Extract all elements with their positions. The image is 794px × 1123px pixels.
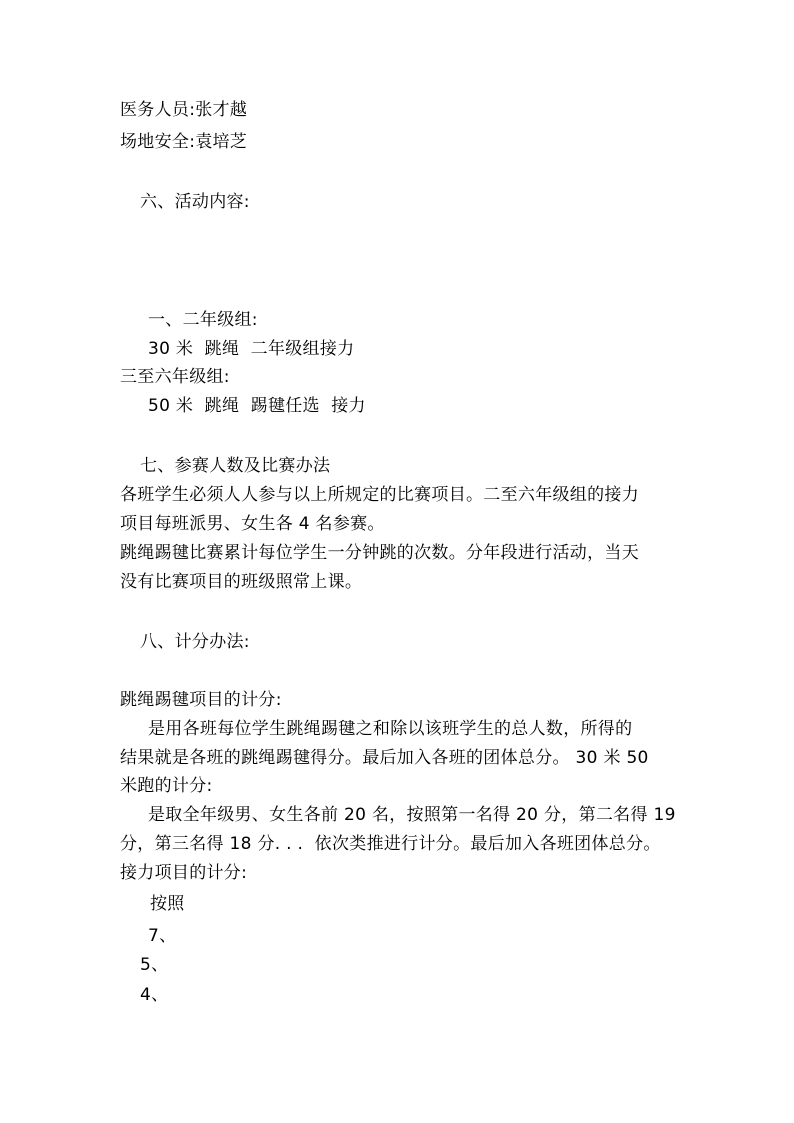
list-item: 5、 xyxy=(140,955,169,975)
section-8-sub-2-line-2: 分，第三名得 18 分. . . 依次类推进行计分。最后加入各班团体总分。 xyxy=(120,834,661,854)
section-7-para-1-line-1: 各班学生必须人人参与以上所规定的比赛项目。二至六年级组的接力 xyxy=(120,485,639,505)
section-7-para-1-line-2: 项目每班派男、女生各 4 名参赛。 xyxy=(120,514,385,534)
group-1-title: 一、二年级组: xyxy=(148,310,258,330)
section-8-sub-1-line-2: 结果就是各班的跳绳踢毽得分。最后加入各班的团体总分。 30 米 50 xyxy=(120,748,649,768)
section-8-heading: 八、计分办法: xyxy=(140,632,250,652)
staff-medical: 医务人员:张才越 xyxy=(120,100,248,120)
list-item: 7、 xyxy=(148,926,177,946)
section-7-para-2-line-2: 没有比赛项目的班级照常上课。 xyxy=(120,572,363,592)
section-7-para-2-line-1: 跳绳踢毽比赛累计每位学生一分钟跳的次数。分年段进行活动，当天 xyxy=(120,543,639,563)
section-8-sub-1-line-1: 是用各班每位学生跳绳踢毽之和除以该班学生的总人数，所得的 xyxy=(148,719,633,739)
staff-venue-safety: 场地安全:袁培芝 xyxy=(120,132,248,152)
section-6-heading: 六、活动内容: xyxy=(140,192,250,212)
section-7-heading: 七、参赛人数及比赛办法 xyxy=(140,456,331,476)
group-2-title: 三至六年级组: xyxy=(120,367,230,387)
section-8-sub-3-title: 接力项目的计分: xyxy=(120,863,248,883)
section-8-sub-2-line-1: 是取全年级男、女生各前 20 名，按照第一名得 20 分，第二名得 19 xyxy=(148,805,676,825)
section-8-sub-1-line-3: 米跑的计分: xyxy=(120,776,213,796)
section-8-sub-3-line-1: 按照 xyxy=(150,894,185,914)
group-1-events: 30 米 跳绳 二年级组接力 xyxy=(148,339,355,359)
group-2-events: 50 米 跳绳 踢毽任选 接力 xyxy=(148,396,366,416)
list-item: 4、 xyxy=(140,985,169,1005)
section-8-sub-1-title: 跳绳踢毽项目的计分: xyxy=(120,690,282,710)
